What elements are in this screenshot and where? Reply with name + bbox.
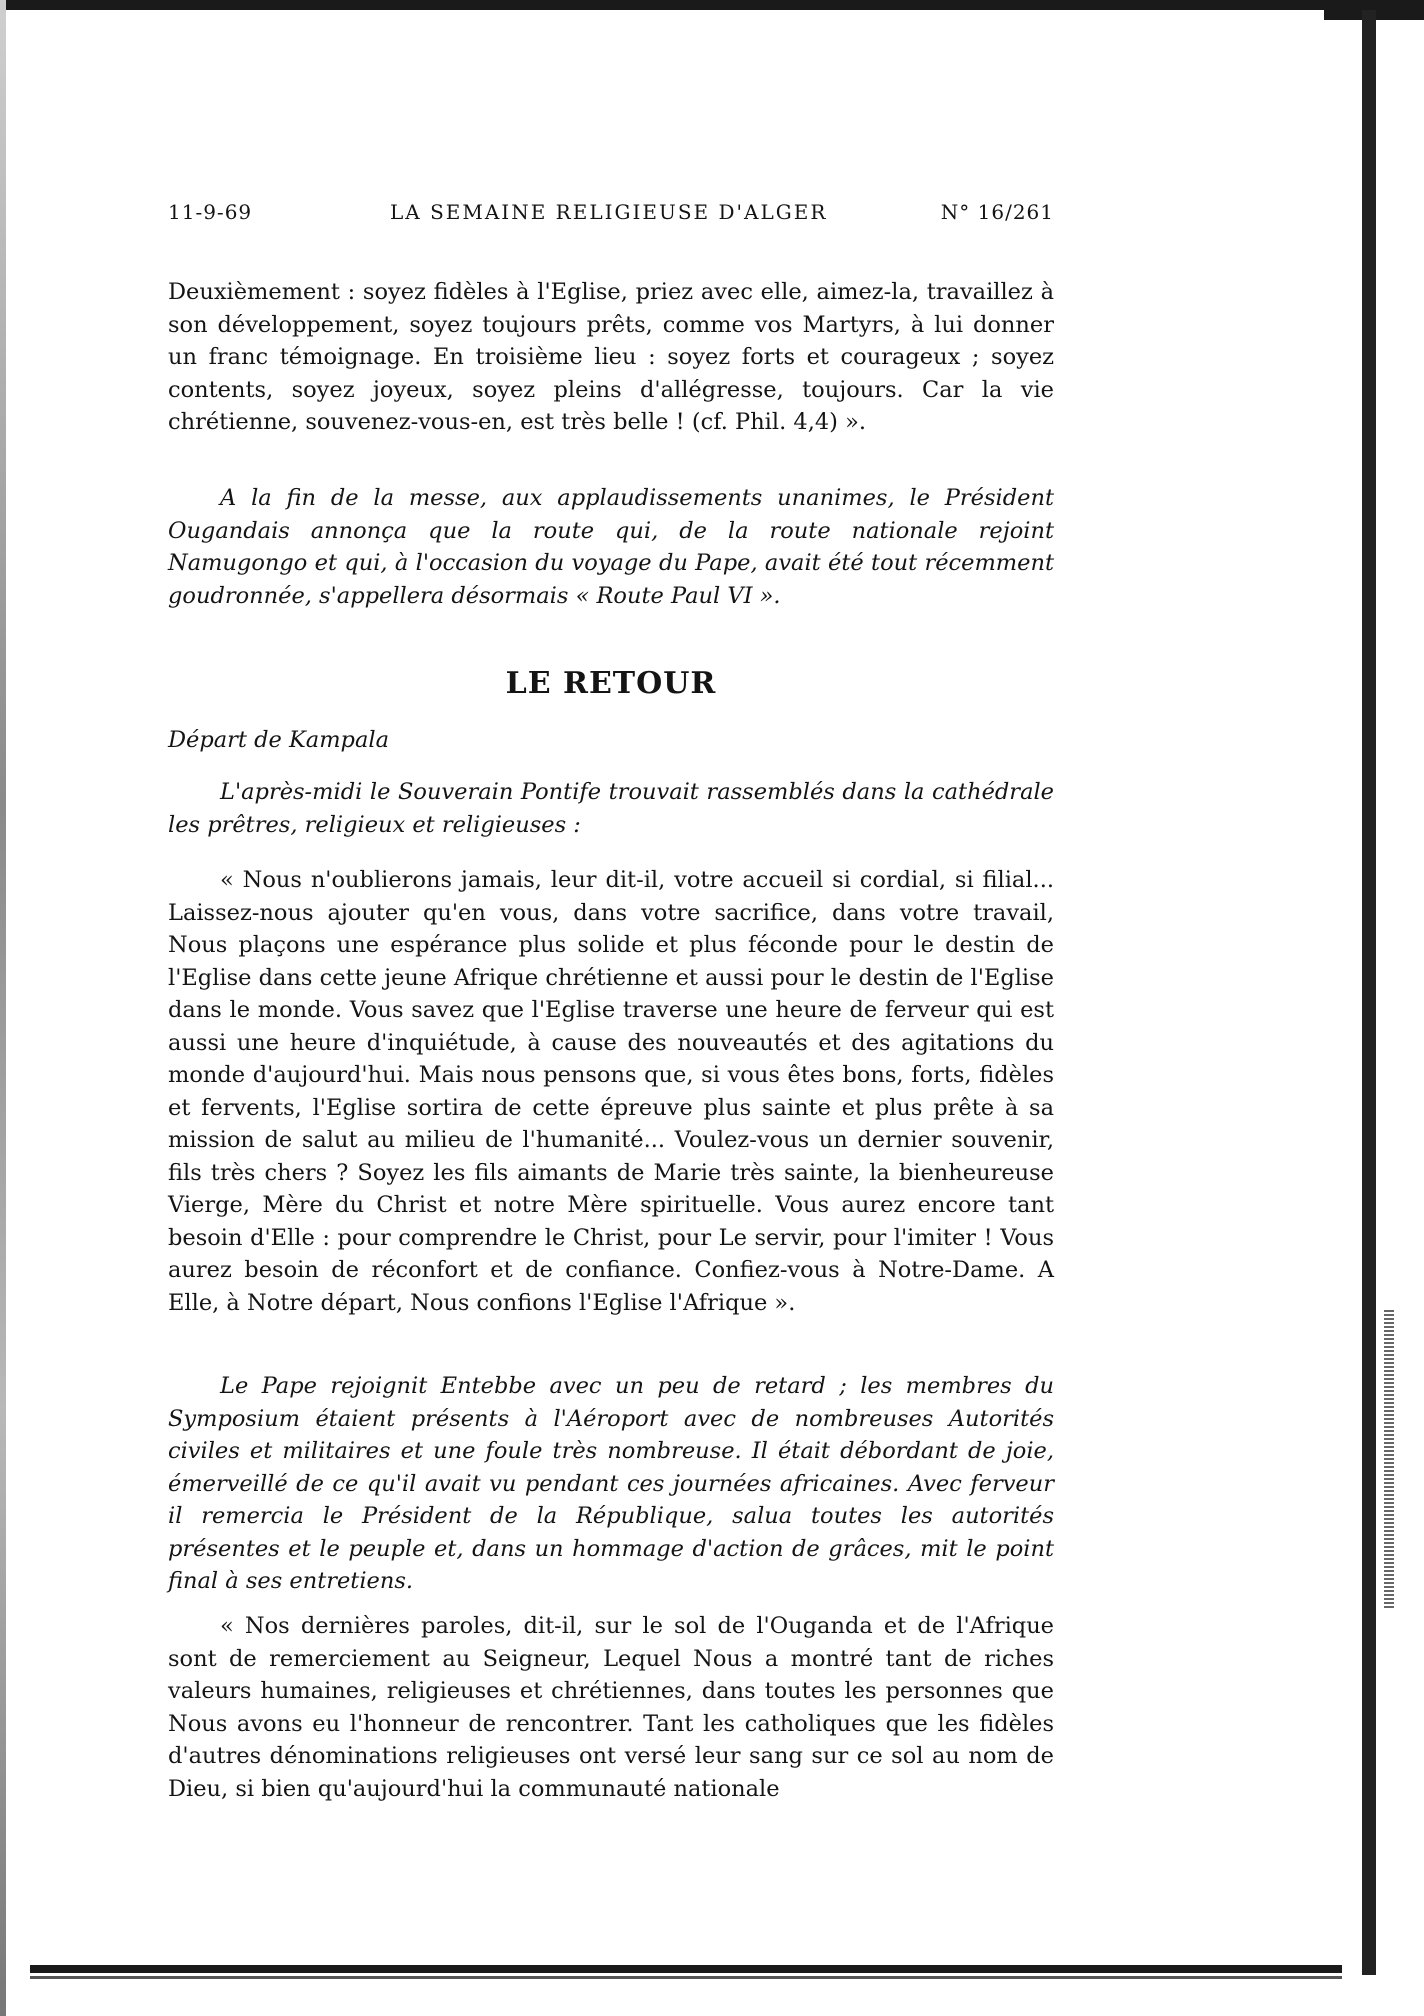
paragraph-5-text: Le Pape rejoignit Entebbe avec un peu de retard ; les membres du Symposium étaient présents à l'Aéroport avec de nombreuses Autorités civiles et militaires et une foule très nombreuse. Il était débordant de joie, émerveillé de ce qu'il avait vu pendant ces journées africaines. Avec ferveur il remercia le Président de la République, salua toutes les autorités présentes et le peuple et, dans un hommage d'action de grâces, mit le point final à ses entretiens.	[168, 1373, 1054, 1594]
section-title: LE RETOUR	[505, 666, 717, 701]
paragraph-2-text: A la fin de la messe, aux applaudissements unanimes, le Président Ougandais annonça que la route qui, de la route nationale rejoint Namugongo et qui, à l'occasion du voyage du Pape, avait été tout récemment goudronnée, s'appellera désormais « Route Paul VI ».	[168, 485, 1054, 609]
paragraph-4-text: « Nous n'oublierons jamais, leur dit-il, votre accueil si cordial, si filial... Laissez-nous ajouter qu'en vous, dans votre sacrifice, dans votre travail, Nous plaçons une espérance plus solide et plus féconde pour le destin de l'Eglise dans cette jeune Afrique chrétienne et aussi pour le destin de l'Eglise dans le monde. Vous savez que l'Eglise traverse une heure de ferveur qui est aussi une heure d'inquiétude, à cause des nouveautés et des agitations du monde d'aujourd'hui. Mais nous pensons que, si vous êtes bons, forts, fidèles et fervents, l'Eglise sortira de cette épreuve plus sainte et plus prête à sa mission de salut au milieu de l'humanité... Voulez-vous un dernier souvenir, fils très chers ? Soyez les fils aimants de Marie très sainte, la bienheureuse Vierge, Mère du Christ et notre Mère spirituelle. Vous aurez encore tant besoin d'Elle : pour comprendre le Christ, pour Le servir, pour l'imiter ! Vous aurez besoin de réconfort et de confiance. Confiez-vous à Notre-Dame. A Elle, à Notre départ, Nous confions l'Eglise l'Afrique ».	[168, 867, 1054, 1316]
paragraph-3	[168, 776, 1054, 841]
paragraph-1-text: Deuxièmement : soyez fidèles à l'Eglise, priez avec elle, aimez-la, travaillez à son développement, soyez toujours prêts, comme vos Martyrs, à lui donner un franc témoignage. En troisième lieu : soyez forts et courageux ; soyez contents, soyez joyeux, soyez pleins d'allégresse, toujours. Car la vie chrétienne, souvenez-vous-en, est très belle ! (cf. Phil. 4,4) ».	[168, 279, 1054, 435]
paragraph-1	[168, 276, 1054, 439]
paragraph-6-text: « Nos dernières paroles, dit-il, sur le sol de l'Ouganda et de l'Afrique sont de remerciement au Seigneur, Lequel Nous a montré tant de riches valeurs humaines, religieuses et chrétiennes, dans toutes les personnes que Nous avons eu l'honneur de rencontrer. Tant les catholiques que les fidèles d'autres dénominations religieuses ont versé leur sang sur ce sol au nom de Dieu, si bien qu'aujourd'hui la communauté nationale	[168, 1613, 1054, 1802]
scan-border-bottom	[30, 1965, 1342, 1973]
scan-border-left	[0, 0, 6, 2016]
paragraph-5	[168, 1370, 1054, 1598]
scan-border-top	[0, 0, 1424, 10]
running-header	[168, 200, 1054, 232]
paragraph-3-text: L'après-midi le Souverain Pontife trouvait rassemblés dans la cathédrale les prêtres, religieux et religieuses :	[168, 779, 1054, 838]
scan-border-bottom-line	[30, 1976, 1342, 1979]
paragraph-6	[168, 1610, 1054, 1805]
subheading	[168, 724, 1054, 757]
scan-border-right	[1362, 10, 1376, 1975]
header-publication-title: LA SEMAINE RELIGIEUSE D'ALGER	[390, 200, 828, 224]
paragraph-2	[168, 482, 1054, 612]
header-issue-number: N° 16/261	[940, 200, 1054, 224]
subheading-text: Départ de Kampala	[168, 727, 389, 753]
paragraph-4	[168, 864, 1054, 1319]
header-date: 11-9-69	[168, 200, 253, 224]
scan-edge-noise	[1384, 1310, 1394, 1610]
